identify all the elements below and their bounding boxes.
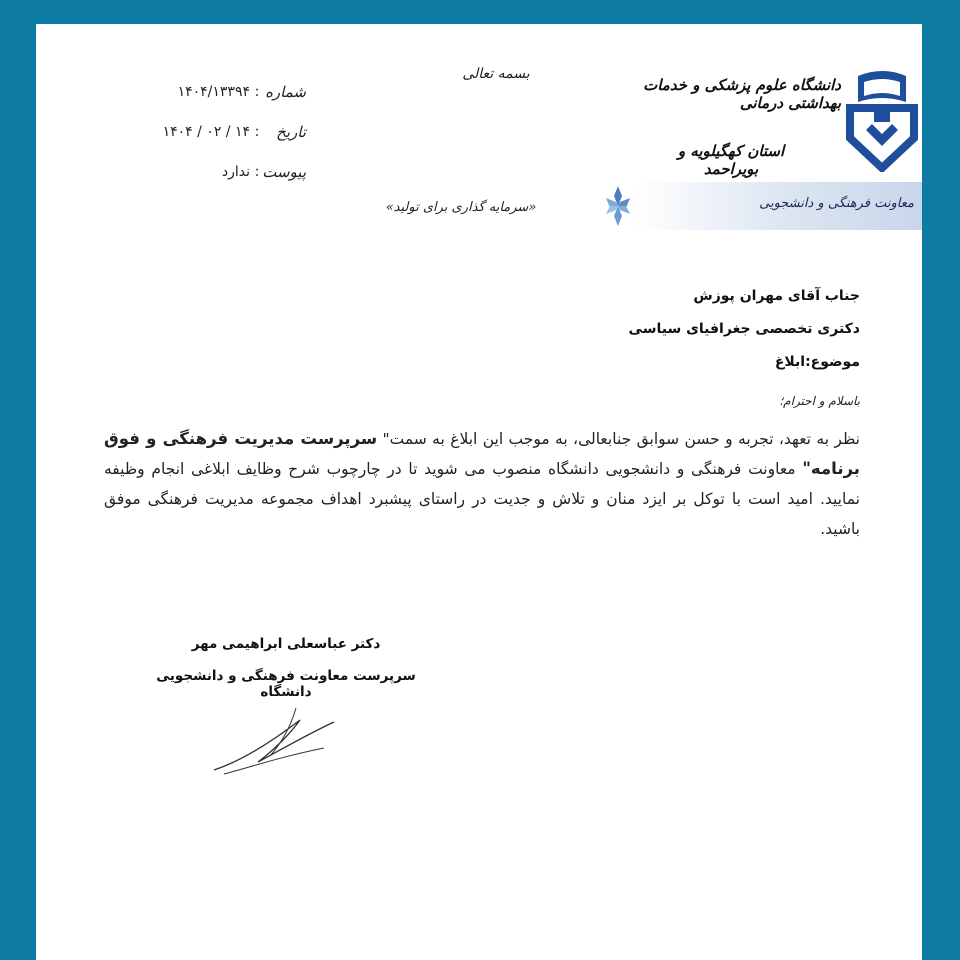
department-band <box>636 182 922 230</box>
number-separator: : <box>254 84 260 100</box>
attachment-label: پیوست <box>262 163 306 181</box>
salutation: باسلام و احترام؛ <box>779 394 860 408</box>
university-logo-icon <box>844 68 920 172</box>
attachment-row <box>126 152 306 192</box>
province-name: استان کهگیلویه و بویراحمد <box>677 142 785 178</box>
signer-title: سرپرست معاونت فرهنگی و دانشجویی دانشگاه <box>156 668 416 700</box>
body-part-1: نظر به تعهد، تجربه و حسن سوابق جنابعالی، به موجب این ابلاغ به سمت" <box>377 430 860 448</box>
letter-meta <box>126 72 306 192</box>
handwritten-signature <box>204 700 344 780</box>
bismillah-heading: بسمه تعالی <box>462 66 530 82</box>
letter-page <box>36 24 922 960</box>
body-bold-title: سرپرست مدیریت فرهنگی و فوق برنامه" <box>104 429 860 478</box>
signer-name: دکتر عباسعلی ابراهیمی مهر <box>191 636 381 652</box>
addressee-degree: دکتری تخصصی جغرافیای سیاسی <box>628 321 860 337</box>
letter-body <box>104 424 860 544</box>
attachment-value: ندارد <box>221 164 250 180</box>
snowflake-icon <box>604 184 632 228</box>
body-part-2: معاونت فرهنگی و دانشجویی دانشگاه منصوب می شوید تا در چارچوب شرح وظایف ابلاغی انجام وظیفه نمایید. امید است با توکل بر ایزد منان و تلاش و جدیت در راستای پیشبرد اهداف مجموعه مدیریت فرهنگی موفق باشید. <box>104 460 860 538</box>
letter-subject: موضوع:ابلاغ <box>774 354 860 370</box>
date-separator: : <box>254 124 260 140</box>
date-row <box>126 112 306 152</box>
date-value: ۱۴۰۴ / ۰۲ / ۱۴ <box>162 124 250 140</box>
number-value: ۱۴۰۴/۱۳۳۹۴ <box>177 84 250 100</box>
number-row <box>126 72 306 112</box>
date-label: تاریخ <box>276 123 306 141</box>
addressee-name: جناب آقای مهران پوزش <box>693 288 860 304</box>
university-name: دانشگاه علوم پزشکی و خدمات بهداشتی درمانی <box>643 76 841 112</box>
department-name: معاونت فرهنگی و دانشجویی <box>759 196 914 211</box>
motto-slogan: «سرمایه گذاری برای تولید» <box>385 200 537 215</box>
attachment-separator: : <box>254 164 260 180</box>
number-label: شماره <box>265 83 306 101</box>
